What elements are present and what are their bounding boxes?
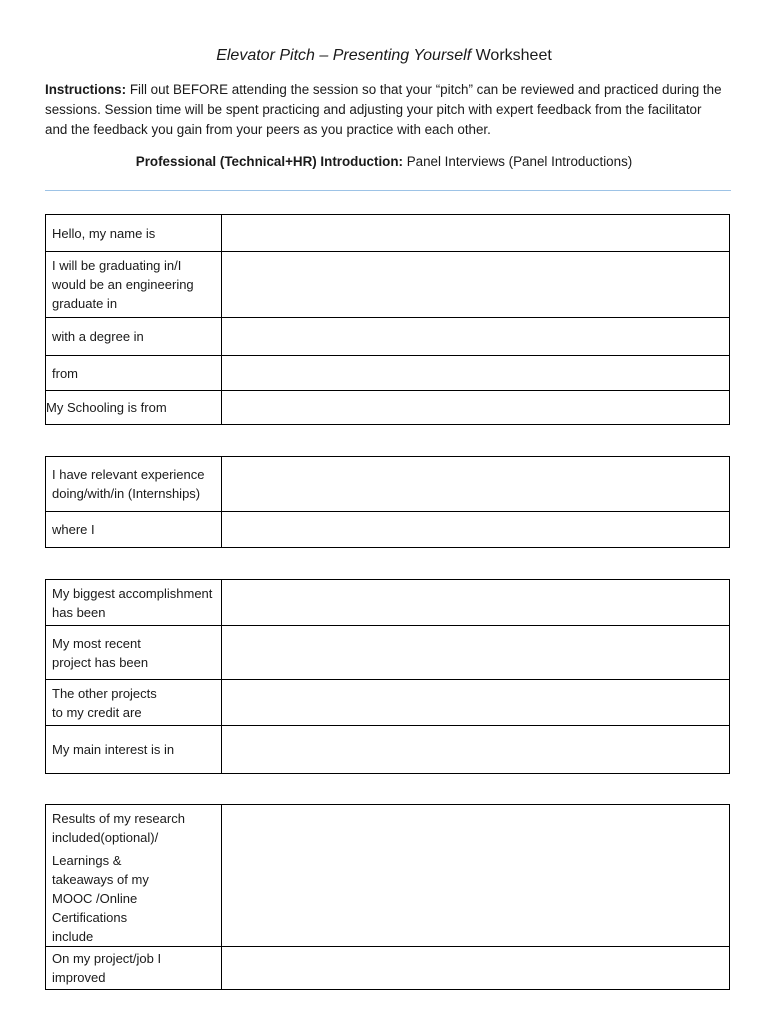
instructions-paragraph — [45, 80, 725, 140]
divider-line — [45, 190, 731, 191]
answer-field[interactable] — [222, 356, 730, 391]
answer-field[interactable] — [222, 215, 730, 252]
row-label: On my project/job I improved — [46, 947, 222, 990]
table-row — [46, 215, 730, 252]
answer-field[interactable] — [222, 947, 730, 990]
row-label: My most recent project has been — [46, 626, 222, 680]
table-row — [46, 626, 730, 680]
table-row — [46, 947, 730, 990]
answer-field[interactable] — [222, 626, 730, 680]
row-label: My Schooling is from — [46, 391, 222, 425]
subheading-plain: Panel Interviews (Panel Introductions) — [402, 154, 633, 169]
answer-field[interactable] — [222, 680, 730, 726]
learnings-table — [45, 804, 730, 990]
answer-field[interactable] — [222, 457, 730, 512]
row-label: The other projects to my credit are — [46, 680, 222, 726]
answer-field[interactable] — [222, 512, 730, 548]
subheading-bold: Professional (Technical+HR) Introduction: — [135, 154, 403, 169]
row-label-stack — [46, 805, 222, 947]
row-label: with a degree in — [46, 318, 222, 356]
table-row — [46, 391, 730, 425]
table-row — [46, 726, 730, 774]
row-label: I will be graduating in/I would be an engineering graduate in — [46, 252, 222, 318]
table-row — [46, 805, 730, 947]
row-label: My biggest accomplishment has been — [46, 580, 222, 626]
page-title — [0, 47, 768, 65]
table-row — [46, 512, 730, 548]
answer-field[interactable] — [222, 391, 730, 425]
row-label: Learnings & takeaways of my MOOC /Online Certifications include — [52, 853, 149, 944]
table-row — [46, 580, 730, 626]
instructions-label: Instructions: — [45, 82, 127, 97]
experience-table — [45, 456, 730, 548]
title-plain: Worksheet — [471, 47, 552, 64]
instructions-text: Fill out BEFORE attending the session so that your “pitch” can be reviewed and practiced during the sessions. Session time will be spent practicing and adjusting your pitch with expert feedback from the facilitator and the feedback you gain from your peers as you practice with each other. — [45, 82, 722, 137]
table-row — [46, 252, 730, 318]
answer-field[interactable] — [222, 252, 730, 318]
row-label: My main interest is in — [46, 726, 222, 774]
table-row — [46, 680, 730, 726]
row-label: I have relevant experience doing/with/in (Internships) — [46, 457, 222, 512]
row-label: where I — [46, 512, 222, 548]
row-label: Results of my research included(optional)/ — [52, 811, 185, 845]
answer-field[interactable] — [222, 805, 730, 947]
answer-field[interactable] — [222, 580, 730, 626]
section-subheading — [0, 154, 768, 169]
accomplishments-table — [45, 579, 730, 774]
title-italic: Elevator Pitch – Presenting Yourself — [216, 47, 472, 64]
row-label: from — [46, 356, 222, 391]
row-label: Hello, my name is — [46, 215, 222, 252]
answer-field[interactable] — [222, 726, 730, 774]
answer-field[interactable] — [222, 318, 730, 356]
table-row — [46, 318, 730, 356]
intro-table — [45, 214, 730, 425]
table-row — [46, 356, 730, 391]
table-row — [46, 457, 730, 512]
